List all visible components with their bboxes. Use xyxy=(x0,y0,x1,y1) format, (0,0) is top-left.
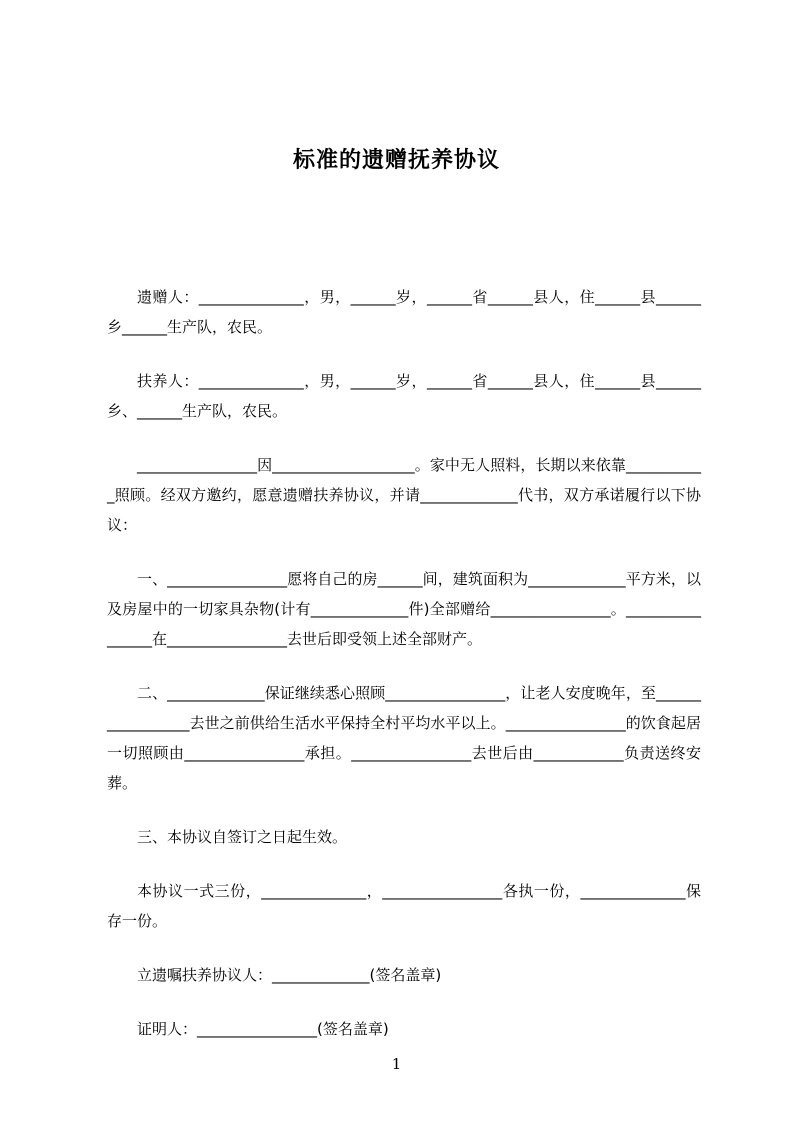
background-paragraph: ________________因___________________。家中无人照料，长期以来依靠___________照顾。经双方邀约，愿意遗赠扶养协议，并请_____________代书，双方承诺履行以下协议： xyxy=(107,456,701,534)
supporter-paragraph: 扶养人：______________，男，______岁，______省______县人，住______县______乡、______生产队，农民。 xyxy=(107,372,701,420)
bequeather-paragraph: 遗赠人：______________，男，______岁，______省______县人，住______县______乡______生产队，农民。 xyxy=(107,288,701,336)
witness-line: 证明人：________________(签名盖章) xyxy=(137,1020,389,1038)
clause-one-paragraph: 一、________________愿将自己的房______间，建筑面积为_____________平方米，以及房屋中的一切家具杂物(计有_____________件)全部赠给________________。________________在________________去世后即受领上述全部财产。 xyxy=(107,570,701,648)
clause-three-paragraph: 三、本协议自签订之日起生效。 xyxy=(137,828,348,846)
page-number: 1 xyxy=(391,1055,402,1073)
copies-paragraph: 本协议一式三份，______________，________________各执一份，______________保存一份。 xyxy=(107,882,701,930)
document-body xyxy=(107,282,701,1068)
signatory-line: 立遗嘱扶养协议人：_____________(签名盖章) xyxy=(137,966,442,984)
clause-two-paragraph: 二、_____________保证继续悉心照顾________________，让老人安度晚年，至_________________去世之前供给生活水平保持全村平均水平以上。________________的饮食起居一切照顾由________________承担。________________去世后由____________负责送终安葬。 xyxy=(107,684,701,792)
document-title: 标准的遗赠抚养协议 xyxy=(292,148,500,173)
